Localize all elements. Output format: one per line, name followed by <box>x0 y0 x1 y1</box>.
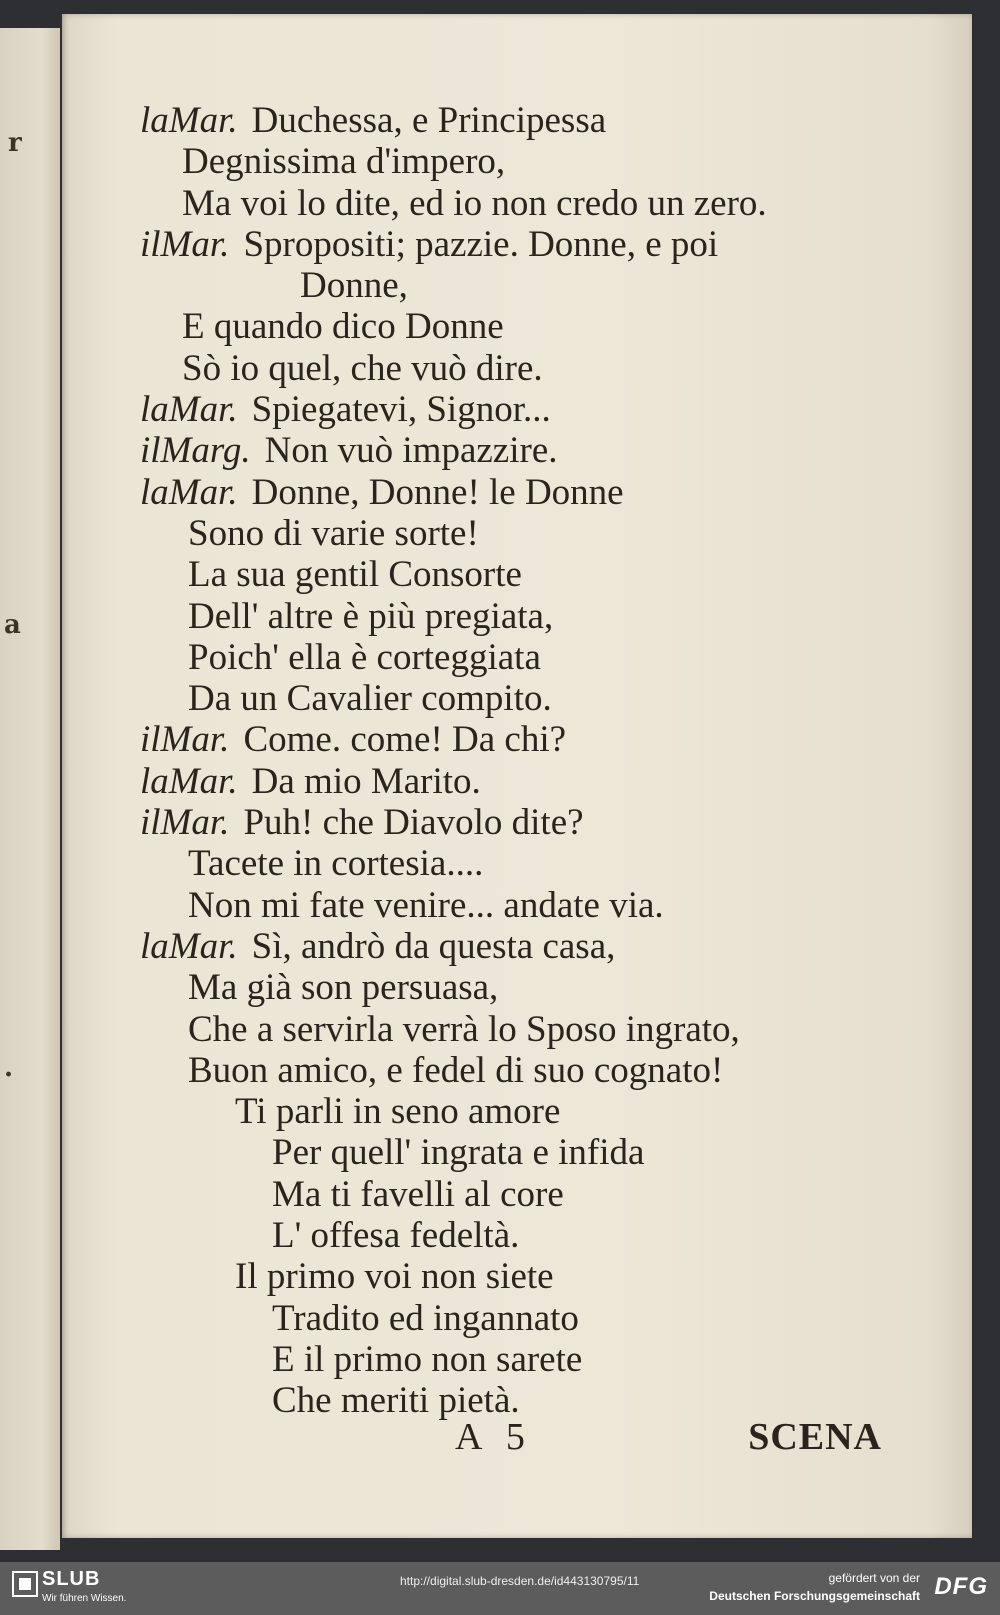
aria-line <box>140 1298 910 1339</box>
line-text: Come. come! Da chi? <box>243 719 567 761</box>
line-text: Per quell' ingrata e infida <box>272 1132 645 1174</box>
line-text: Dell' altre è più pregiata, <box>188 595 554 637</box>
line-text: Il primo voi non siete <box>235 1256 554 1298</box>
verse-line <box>140 637 910 678</box>
dialogue-line <box>140 224 910 265</box>
verse-line <box>140 513 910 554</box>
dialogue-line <box>140 389 910 430</box>
verse-line <box>140 141 910 182</box>
speaker-label: ilMar. <box>140 802 230 844</box>
signature-mark: A 5 <box>455 1416 533 1458</box>
line-text: Duchessa, e Principessa <box>251 100 607 141</box>
dialogue-line <box>140 472 910 513</box>
verse-line <box>140 1050 910 1091</box>
line-text: Buon amico, e fedel di suo cognato! <box>188 1049 724 1091</box>
line-text: Spropositi; pazzie. Donne, e poi <box>243 223 719 265</box>
aria-line <box>140 1339 910 1380</box>
dialogue-line <box>140 100 910 141</box>
verse-line <box>140 885 910 926</box>
line-text: Tradito ed ingannato <box>272 1297 579 1339</box>
line-text: Non vuò impazzire. <box>264 430 558 472</box>
line-text: Poich' ella è corteggiata <box>188 636 541 678</box>
aria-line <box>140 1215 910 1256</box>
speaker-label: laMar. <box>140 100 238 141</box>
verse-line <box>140 348 910 389</box>
line-text: Degnissima d'impero, <box>182 141 506 183</box>
funded-by-label: gefördert von der <box>828 1571 920 1585</box>
line-text: Donne, <box>300 265 408 307</box>
left-page-mark: a <box>4 610 21 640</box>
library-name[interactable]: SLUB <box>42 1568 101 1590</box>
verse-line <box>140 183 910 224</box>
line-text: Che a servirla verrà lo Sposo ingrato, <box>188 1008 740 1050</box>
speaker-label: ilMar. <box>140 719 230 761</box>
catchword: SCENA <box>748 1416 882 1458</box>
libretto-text <box>140 100 910 1422</box>
line-text: La sua gentil Consorte <box>188 554 522 596</box>
dialogue-line <box>140 802 910 843</box>
page-footer <box>140 1415 882 1459</box>
speaker-label: laMar. <box>140 760 238 802</box>
line-text: Ma già son persuasa, <box>188 967 499 1009</box>
slub-logo-icon <box>12 1571 38 1597</box>
dialogue-line <box>140 719 910 760</box>
speaker-label: ilMarg. <box>140 430 251 472</box>
left-page-edge <box>0 28 60 1550</box>
verse-line <box>140 967 910 1008</box>
line-text: L' offesa fedeltà. <box>272 1215 520 1257</box>
line-text: Sì, andrò da questa casa, <box>251 925 616 967</box>
verse-line <box>140 265 910 306</box>
speaker-label: laMar. <box>140 471 238 513</box>
verse-line <box>140 554 910 595</box>
funder-name: Deutschen Forschungsgemeinschaft <box>709 1589 920 1603</box>
left-page-mark: . <box>4 1053 14 1083</box>
viewer-footer-bar <box>0 1562 1000 1615</box>
line-text: Non mi fate venire... andate via. <box>188 884 664 926</box>
left-page-mark: r <box>8 128 22 158</box>
verse-line <box>140 596 910 637</box>
aria-line <box>140 1091 910 1132</box>
verse-line <box>140 678 910 719</box>
line-text: Donne, Donne! le Donne <box>251 471 624 513</box>
line-text: Puh! che Diavolo dite? <box>243 802 584 844</box>
line-text: Sò io quel, che vuò dire. <box>182 347 543 389</box>
aria-line <box>140 1132 910 1173</box>
permalink[interactable]: http://digital.slub-dresden.de/id443130795/11 <box>400 1574 640 1588</box>
dialogue-line <box>140 761 910 802</box>
aria-line <box>140 1256 910 1297</box>
dfg-logo[interactable]: DFG <box>934 1573 988 1600</box>
dialogue-line <box>140 926 910 967</box>
line-text: Che meriti pietà. <box>272 1380 520 1422</box>
speaker-label: laMar. <box>140 389 238 431</box>
line-text: Tacete in cortesia.... <box>188 843 484 885</box>
line-text: Spiegatevi, Signor... <box>251 389 551 431</box>
line-text: Da un Cavalier compito. <box>188 678 552 720</box>
line-text: Ma ti favelli al core <box>272 1173 564 1215</box>
line-text: Da mio Marito. <box>251 760 481 802</box>
line-text: Ti parli in seno amore <box>235 1091 561 1133</box>
library-tagline: Wir führen Wissen. <box>42 1593 127 1604</box>
aria-line <box>140 1174 910 1215</box>
verse-line <box>140 306 910 347</box>
line-text: Ma voi lo dite, ed io non credo un zero. <box>182 182 767 224</box>
line-text: E il primo non sarete <box>272 1338 583 1380</box>
verse-line <box>140 1009 910 1050</box>
verse-line <box>140 843 910 884</box>
line-text: Sono di varie sorte! <box>188 512 479 554</box>
dialogue-line <box>140 430 910 471</box>
speaker-label: laMar. <box>140 925 238 967</box>
line-text: E quando dico Donne <box>182 306 504 348</box>
speaker-label: ilMar. <box>140 223 230 265</box>
